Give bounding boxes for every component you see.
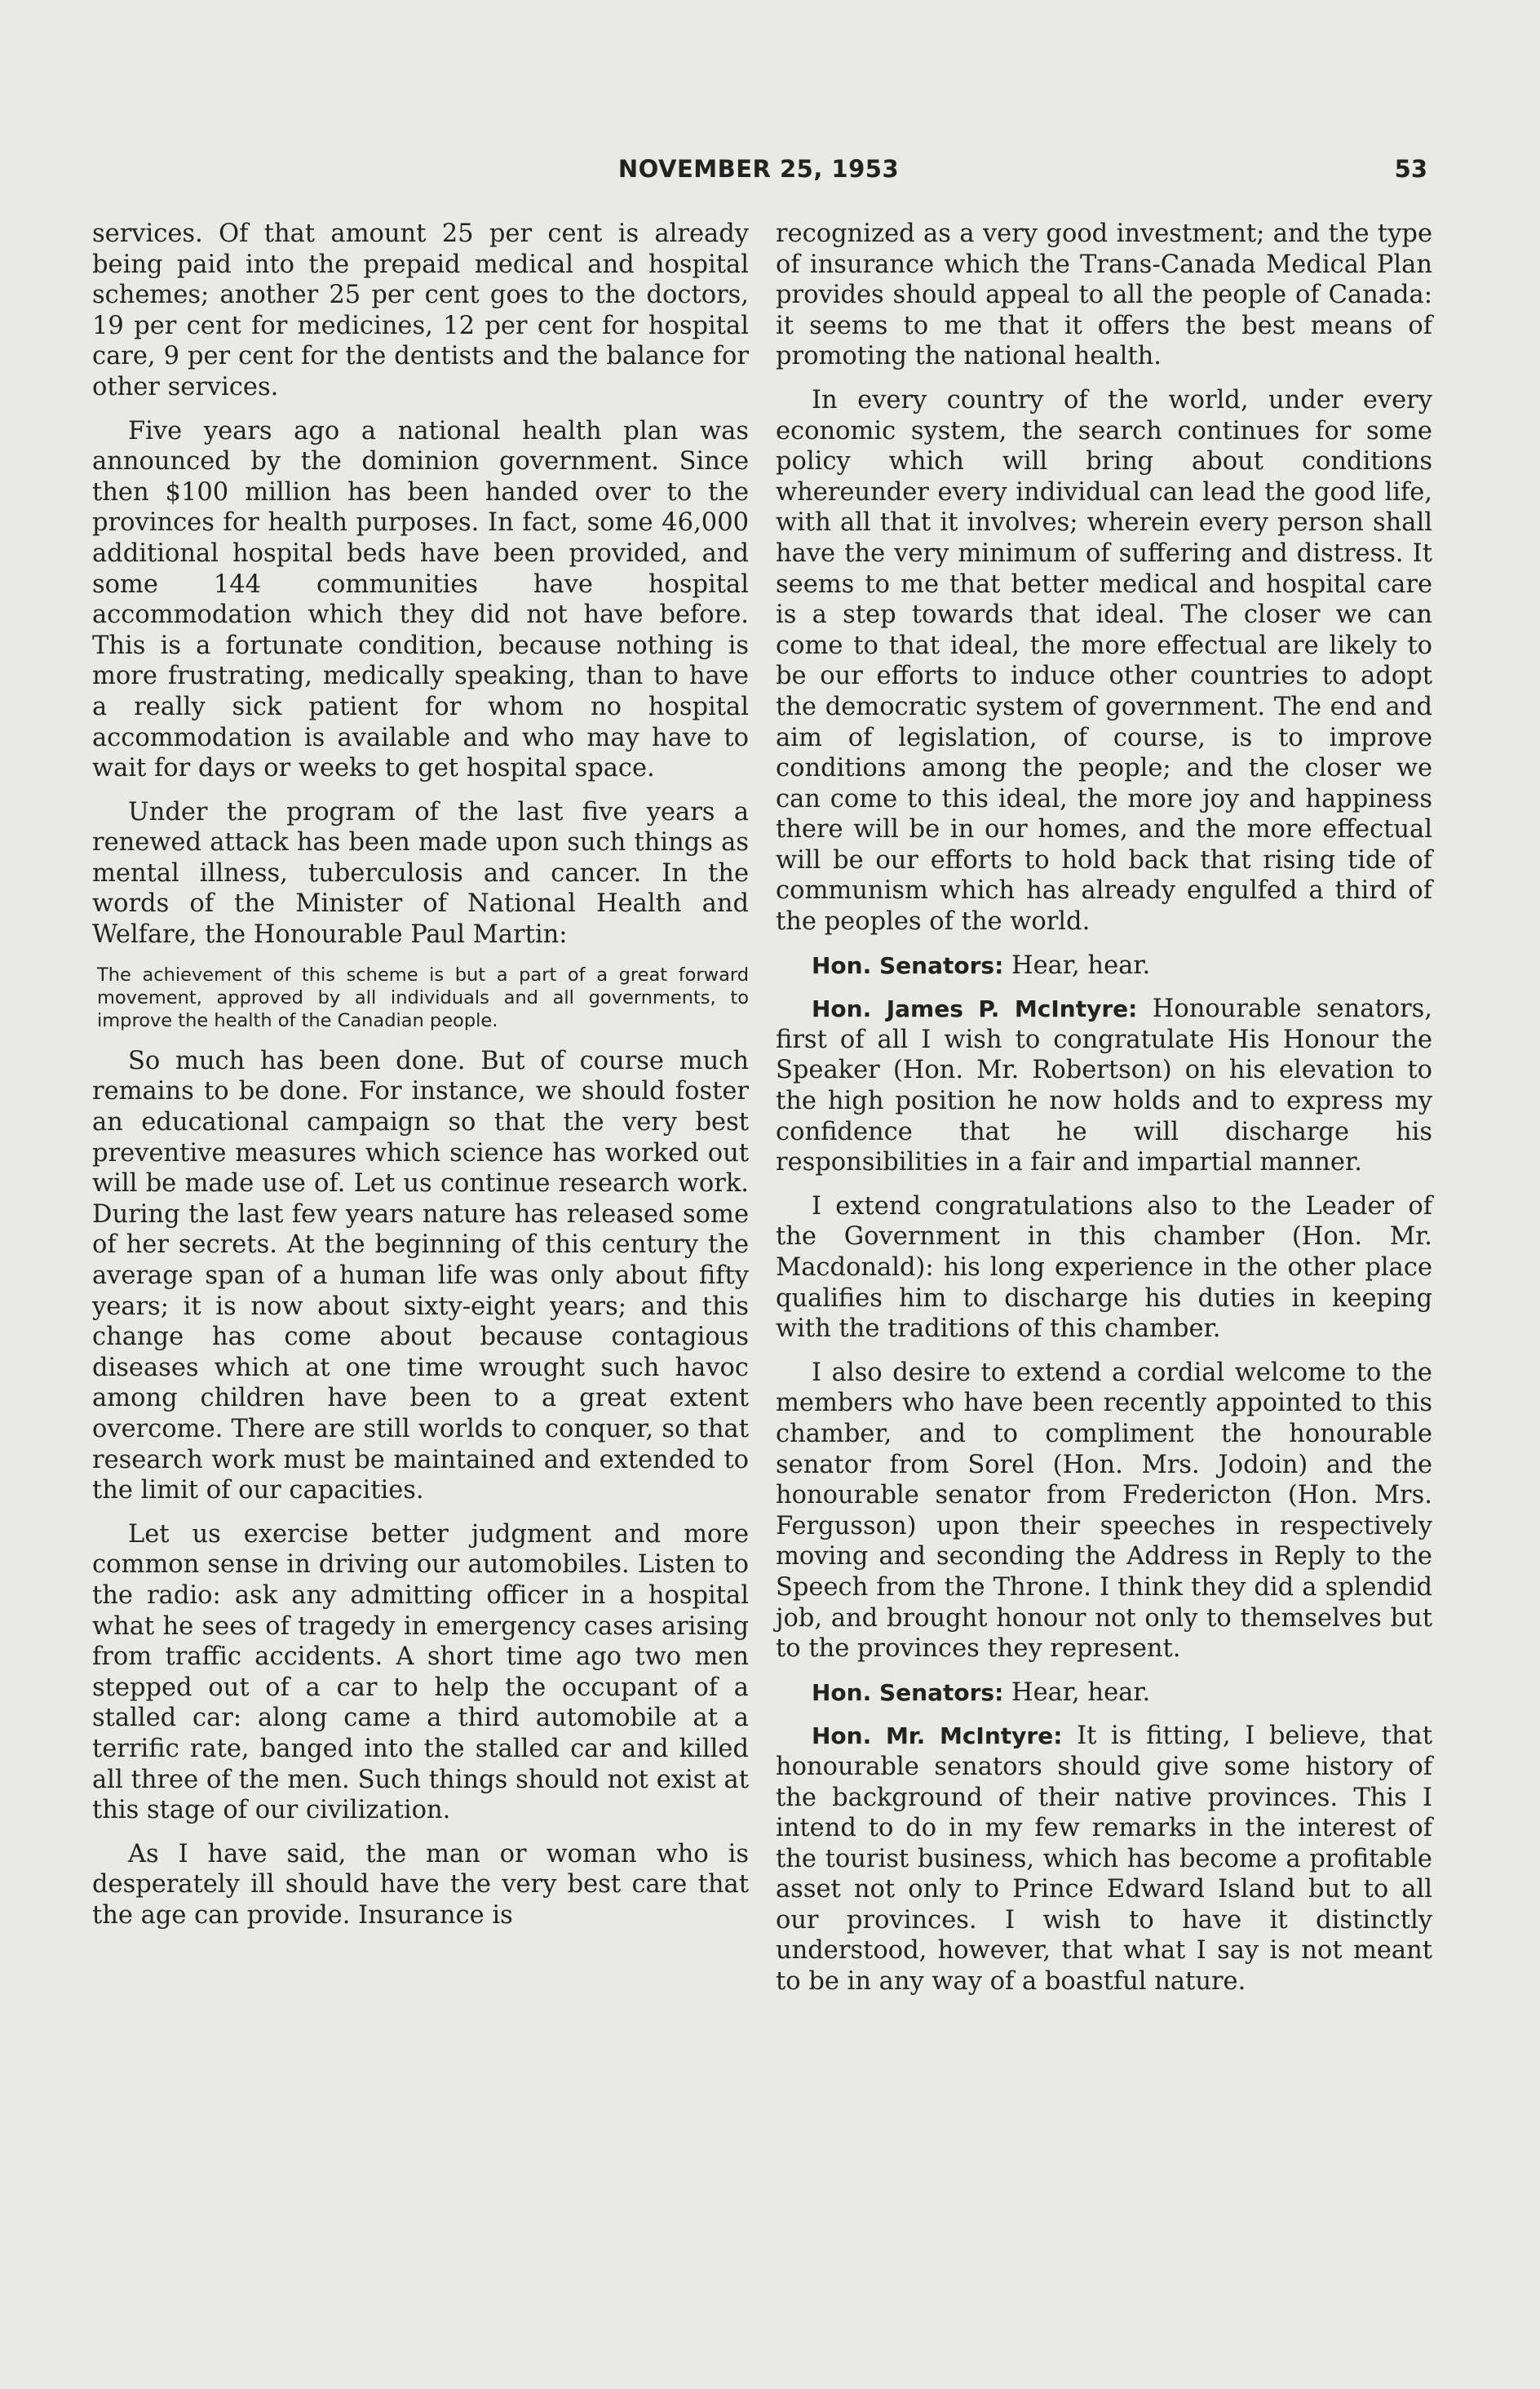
- speaker-name: Hon. Senators:: [812, 1678, 1004, 1706]
- speech-entry: [776, 994, 1432, 1178]
- speech-text: Hear, hear.: [1011, 1678, 1151, 1707]
- paragraph: recognized as a very good investment; and the type of insurance which the Trans-Canada Medical Plan provides should appeal to all the people of Canada: it seems to me that it offers the best means of promoting the national health.: [776, 219, 1432, 371]
- paragraph: I also desire to extend a cordial welcome to the members who have been recently appointed to this chamber, and to compliment the honourable senator from Sorel (Hon. Mrs. Jodoin) and the honourable senator from Fredericton (Hon. Mrs. Fergusson) upon their speeches in respectively moving and seconding the Address in Reply to the Speech from the Throne. I think they did a splendid job, and brought honour not only to themselves but to the provinces they represent.: [776, 1358, 1432, 1664]
- right-column: [776, 219, 1432, 2010]
- speech-text: It is fitting, I believe, that honourable senators should give some history of the background of their native provinces. This I intend to do in my few remarks in the interest of the tourist business, which has become a profitable asset not only to Prince Edward Island but to all our provinces. I wish to have it distinctly understood, however, that what I say is not meant to be in any way of a boastful nature.: [776, 1722, 1432, 1997]
- paragraph: Five years ago a national health plan was announced by the dominion government. Since then $100 million has been handed over to the provinces for health purposes. In fact, some 46,000 additional hospital beds have been provided, and some 144 communities have hospital accommodation which they did not have before. This is a fortunate condition, because nothing is more frustrating, medically speaking, than to have a really sick patient for whom no hospital accommodation is available and who may have to wait for days or weeks to get hospital space.: [92, 416, 749, 783]
- paragraph: So much has been done. But of course much remains to be done. For instance, we should foster an educational campaign so that the very best preventive measures which science has worked out will be made use of. Let us continue research work. During the last few years nature has released some of her secrets. At the beginning of this century the average span of a human life was only about fifty years; it is now about sixty-eight years; and this change has come about because contagious diseases which at one time wrought such havoc among children have been to a great extent overcome. There are still worlds to conquer, so that research work must be maintained and extended to the limit of our capacities.: [92, 1046, 749, 1505]
- speech-text: Hear, hear.: [1011, 951, 1151, 980]
- paragraph: I extend congratulations also to the Leader of the Government in this chamber (Hon. Mr. Macdonald): his long experience in the other place qualifies him to discharge his duties in keeping with the traditions of this chamber.: [776, 1191, 1432, 1344]
- speaker-name: Hon. James P. McIntyre:: [812, 995, 1138, 1023]
- paragraph: Under the program of the last five years a renewed attack has been made upon such things as mental illness, tuberculosis and cancer. In the words of the Minister of National Health and Welfare, the Honourable Paul Martin:: [92, 797, 749, 950]
- page-number: 53: [1394, 155, 1427, 183]
- paragraph: As I have said, the man or woman who is desperately ill should have the very best care that the age can provide. Insurance is: [92, 1839, 749, 1930]
- page-header: [90, 155, 1427, 194]
- block-quote: The achievement of this scheme is but a part of a great forward movement, approved by all individuals and all governments, to improve the health of the Canadian people.: [97, 964, 749, 1032]
- speech-entry: [776, 951, 1432, 982]
- header-date: NOVEMBER 25, 1953: [617, 155, 900, 183]
- paragraph: Let us exercise better judgment and more common sense in driving our automobiles. Listen to the radio: ask any admitting officer in a hospital what he sees of tragedy in emergency cases arising from traffic accidents. A short time ago two men stepped out of a car to help the occupant of a stalled car: along came a third automobile at a terrific rate, banged into the stalled car and killed all three of the men. Such things should not exist at this stage of our civilization.: [92, 1519, 749, 1825]
- left-column: [92, 219, 749, 1944]
- speech-text: Honourable senators, first of all I wish to congratulate His Honour the Speaker (Hon. Mr. Robertson) on his elevation to the high position he now holds and to express my confidence that he will discharge his responsibilities in a fair and impartial manner.: [776, 995, 1432, 1177]
- speech-entry: [776, 1678, 1432, 1709]
- paragraph: In every country of the world, under every economic system, the search continues for some policy which will bring about conditions whereunder every individual can lead the good life, with all that it involves; wherein every person shall have the very minimum of suffering and distress. It seems to me that better medical and hospital care is a step towards that ideal. The closer we can come to that ideal, the more effectual are likely to be our efforts to induce other countries to adopt the democratic system of government. The end and aim of legislation, of course, is to improve conditions among the people; and the closer we can come to this ideal, the more joy and happiness there will be in our homes, and the more effectual will be our efforts to hold back that rising tide of communism which has already engulfed a third of the peoples of the world.: [776, 385, 1432, 937]
- speaker-name: Hon. Mr. McIntyre:: [812, 1722, 1063, 1750]
- speaker-name: Hon. Senators:: [812, 951, 1004, 979]
- paragraph: services. Of that amount 25 per cent is already being paid into the prepaid medical and hospital schemes; another 25 per cent goes to the doctors, 19 per cent for medicines, 12 per cent for hospital care, 9 per cent for the dentists and the balance for other services.: [92, 219, 749, 401]
- speech-entry: [776, 1721, 1432, 1997]
